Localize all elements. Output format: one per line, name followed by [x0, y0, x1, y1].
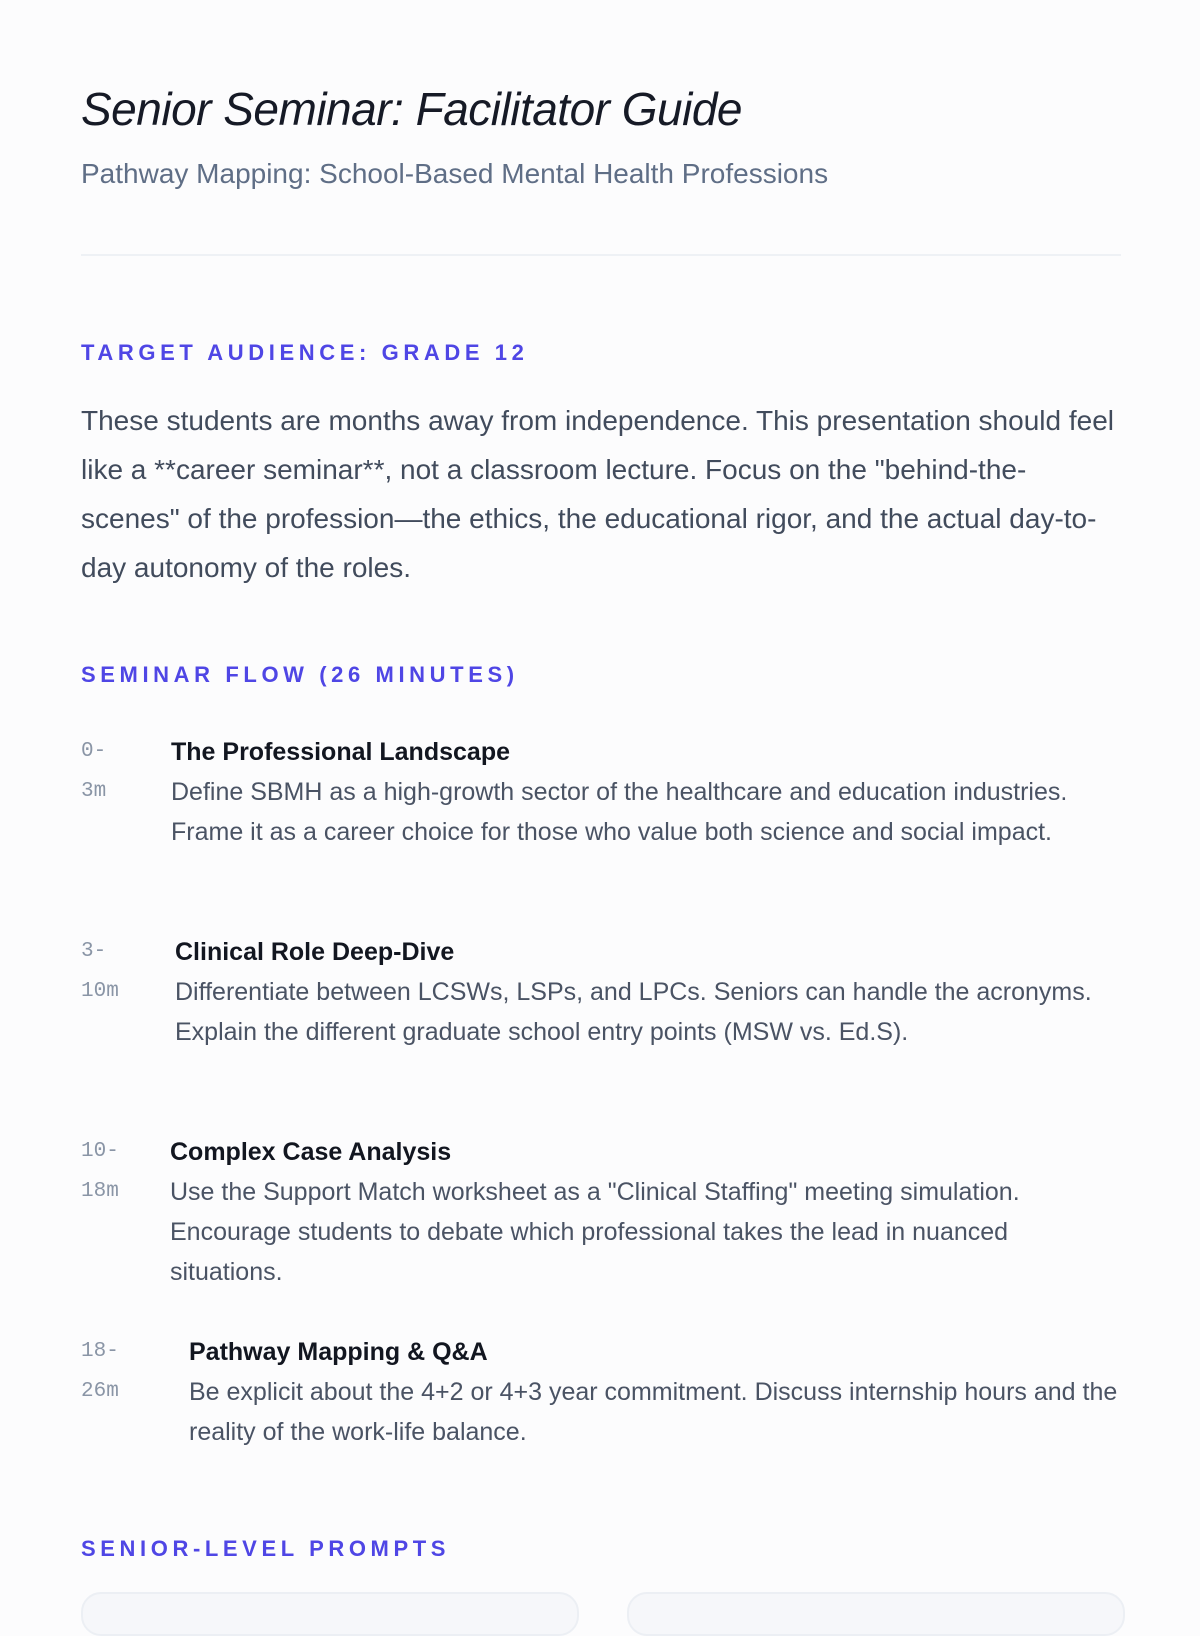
prompt-card: [81, 1592, 579, 1636]
flow-item-time-end: 26m: [81, 1380, 119, 1403]
prompt-cards: [81, 1592, 1121, 1612]
seminar-flow-heading: SEMINAR FLOW (26 MINUTES): [81, 662, 519, 687]
flow-item-time-end: 18m: [81, 1180, 119, 1203]
flow-item-body: [170, 1132, 1121, 1292]
flow-item-body: [175, 932, 1121, 1052]
flow-item-time: [81, 1332, 141, 1412]
flow-item-time: [81, 732, 141, 812]
flow-item-time-start: 18-: [81, 1340, 119, 1363]
flow-item-description: Be explicit about the 4+2 or 4+3 year commitment. Discuss internship hours and the reality of the work-life balance.: [189, 1378, 1118, 1446]
flow-item-description: Differentiate between LCSWs, LSPs, and LPCs. Seniors can handle the acronyms. Explain the different graduate school entry points (MSW vs. Ed.S).: [175, 978, 1092, 1046]
flow-item-description: Use the Support Match worksheet as a "Clinical Staffing" meeting simulation. Encourage students to debate which professional takes the lead in nuanced situations.: [170, 1178, 1020, 1286]
senior-prompts-heading: SENIOR-LEVEL PROMPTS: [81, 1536, 451, 1561]
flow-item-time-start: 3-: [81, 940, 107, 963]
flow-item-title: Pathway Mapping & Q&A: [189, 1338, 488, 1366]
prompt-card: [627, 1592, 1125, 1636]
flow-item-time-start: 0-: [81, 740, 107, 763]
flow-item-time-end: 3m: [81, 780, 107, 803]
flow-item-body: [189, 1332, 1121, 1452]
flow-item-description: Define SBMH as a high-growth sector of the healthcare and education industries. Frame it as a career choice for those who value both science and social impact.: [171, 778, 1068, 846]
flow-item-title: Clinical Role Deep-Dive: [175, 938, 455, 966]
flow-item-time: [81, 932, 141, 1012]
page-title: Senior Seminar: Facilitator Guide: [81, 83, 743, 135]
page-subtitle: Pathway Mapping: School-Based Mental Health Professions: [81, 158, 829, 189]
audience-description: These students are months away from independence. This presentation should feel like a **career seminar**, not a classroom lecture. Focus on the "behind-the-scenes" of the profession—the ethics, the educational rigor, and the actual day-to-day autonomy of the roles.: [81, 405, 1114, 583]
flow-item-title: Complex Case Analysis: [170, 1138, 452, 1166]
header-divider: [81, 254, 1121, 256]
flow-item-time-end: 10m: [81, 980, 119, 1003]
flow-item-time-start: 10-: [81, 1140, 119, 1163]
flow-item-time: [81, 1132, 141, 1212]
flow-item-title: The Professional Landscape: [171, 738, 510, 766]
flow-item-body: [171, 732, 1121, 852]
audience-heading: TARGET AUDIENCE: GRADE 12: [81, 340, 529, 365]
